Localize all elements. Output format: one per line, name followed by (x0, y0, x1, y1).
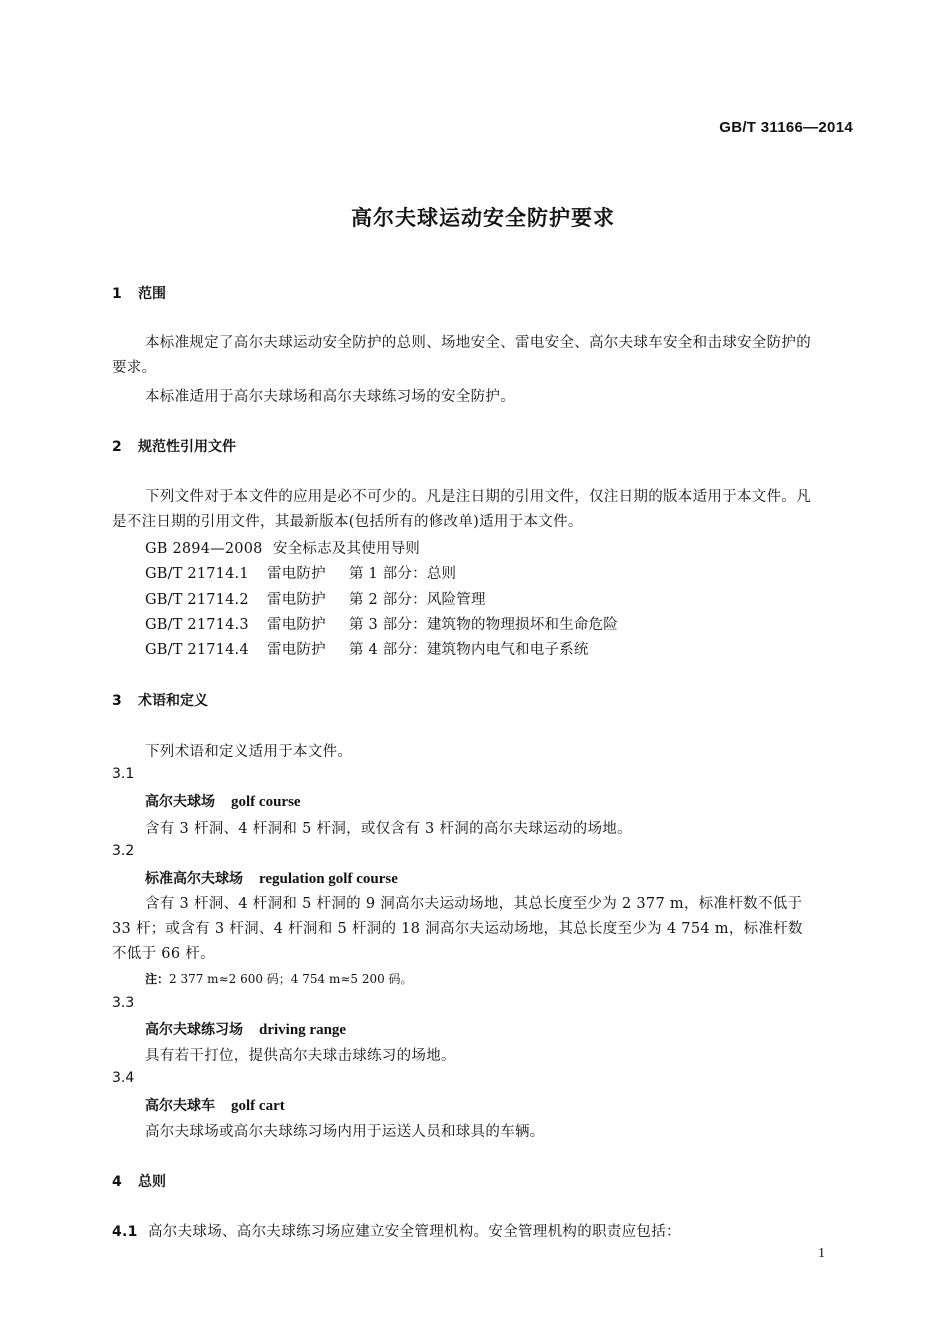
reference-title: 安全标志及其使用导则 (273, 541, 420, 557)
section-title: 术语和定义 (138, 693, 208, 709)
term-en: driving range (259, 1022, 347, 1038)
reference-item (145, 613, 618, 634)
reference-title: 雷电防护 (267, 592, 326, 608)
section-2-paragraph-1: 下列文件对于本文件的应用是必不可少的。凡是注日期的引用文件，仅注日期的版本适用于本文件。凡是不注日期的引用文件，其最新版本(包括所有的修改单)适用于本文件。 (112, 489, 811, 530)
section-1-paragraph-1: 本标准规定了高尔夫球运动安全防护的总则、场地安全、雷电安全、高尔夫球车安全和击球安全防护的要求。 (112, 335, 811, 376)
reference-part: 第 4 部分：建筑物内电气和电子系统 (349, 642, 589, 658)
reference-item (145, 588, 486, 609)
section-1-paragraph-2: 本标准适用于高尔夫球场和高尔夫球练习场的安全防护。 (145, 389, 515, 405)
section-title: 规范性引用文件 (138, 439, 236, 455)
term-en: regulation golf course (259, 871, 398, 887)
section-1-heading (112, 283, 166, 303)
section-2-heading (112, 436, 236, 456)
section-3-heading (112, 690, 208, 710)
term-heading (145, 791, 301, 811)
reference-code: GB/T 21714.3 (145, 617, 249, 633)
section-number: 3 (112, 693, 122, 709)
term-definition: 具有若干打位，提供高尔夫球击球练习的场地。 (145, 1048, 456, 1064)
reference-title: 雷电防护 (267, 617, 326, 633)
note-text: 2 377 m≈2 600 码；4 754 m≈5 200 码。 (169, 972, 413, 986)
section-number: 4 (112, 1174, 122, 1190)
term-zh: 高尔夫球车 (145, 1098, 215, 1114)
term-zh: 高尔夫球场 (145, 794, 215, 810)
reference-part: 第 2 部分：风险管理 (349, 592, 486, 608)
section-3-intro: 下列术语和定义适用于本文件。 (145, 744, 353, 760)
term-heading (145, 1095, 285, 1115)
term-en: golf course (231, 794, 301, 810)
reference-item (145, 638, 589, 659)
reference-code: GB 2894—2008 (145, 541, 263, 557)
reference-part: 第 1 部分：总则 (349, 566, 457, 582)
term-note (145, 970, 413, 987)
term-definition: 含有 3 杆洞、4 杆洞和 5 杆洞的 9 洞高尔夫运动场地，其总长度至少为 2 377 m，标准杆数不低于 33 杆；或含有 3 杆洞、4 杆洞和 5 杆洞的 18 洞高尔夫运动场地，其总长度至少为 4 754 m，标准杆数不低于 66 杆。 (112, 896, 803, 962)
reference-title: 雷电防护 (267, 642, 326, 658)
clause-number: 4.1 (112, 1224, 138, 1240)
term-heading (145, 868, 398, 888)
reference-title: 雷电防护 (267, 566, 326, 582)
reference-part: 第 3 部分：建筑物的物理损坏和生命危险 (349, 617, 618, 633)
document-title: 高尔夫球运动安全防护要求 (351, 206, 615, 230)
term-number: 3.2 (112, 843, 135, 859)
term-definition: 含有 3 杆洞、4 杆洞和 5 杆洞，或仅含有 3 杆洞的高尔夫球运动的场地。 (145, 821, 632, 837)
term-zh: 标准高尔夫球场 (145, 871, 243, 887)
section-number: 1 (112, 286, 122, 302)
term-en: golf cart (231, 1098, 285, 1114)
reference-code: GB/T 21714.1 (145, 566, 249, 582)
section-number: 2 (112, 439, 122, 455)
term-number: 3.3 (112, 995, 135, 1011)
reference-item (145, 562, 456, 583)
section-4-heading (112, 1171, 166, 1191)
page-number: 1 (818, 1246, 825, 1261)
reference-code: GB/T 21714.2 (145, 592, 249, 608)
term-heading (145, 1019, 346, 1039)
reference-item (145, 537, 420, 558)
section-title: 总则 (138, 1174, 166, 1190)
term-number: 3.4 (112, 1070, 135, 1086)
standard-code: GB/T 31166—2014 (719, 119, 853, 136)
reference-code: GB/T 21714.4 (145, 642, 249, 658)
clause-4-1 (112, 1220, 681, 1241)
term-number: 3.1 (112, 766, 135, 782)
note-label: 注： (145, 972, 170, 986)
term-zh: 高尔夫球练习场 (145, 1022, 243, 1038)
term-definition: 高尔夫球场或高尔夫球练习场内用于运送人员和球具的车辆。 (145, 1124, 545, 1140)
section-title: 范围 (138, 286, 166, 302)
clause-text: 高尔夫球场、高尔夫球练习场应建立安全管理机构。安全管理机构的职责应包括： (148, 1224, 681, 1240)
